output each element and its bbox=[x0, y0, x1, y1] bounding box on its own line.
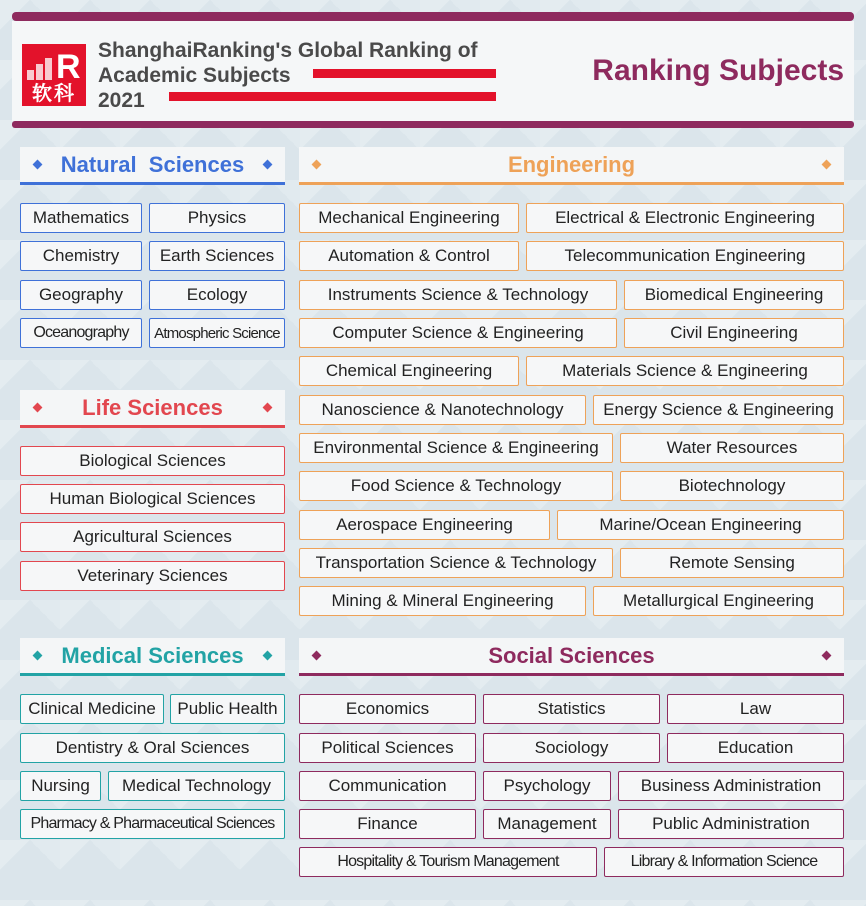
subject-biotechnology[interactable]: Biotechnology bbox=[620, 471, 844, 501]
subject-medical-technology[interactable]: Medical Technology bbox=[108, 771, 285, 801]
subject-remote-sensing[interactable]: Remote Sensing bbox=[620, 548, 844, 578]
subject-food-science-technology[interactable]: Food Science & Technology bbox=[299, 471, 613, 501]
social-sciences-title: Social Sciences bbox=[488, 642, 655, 668]
diamond-icon bbox=[33, 160, 43, 170]
subject-civil-engineering[interactable]: Civil Engineering bbox=[624, 318, 844, 348]
subject-public-administration[interactable]: Public Administration bbox=[618, 809, 844, 839]
shanghairanking-logo bbox=[22, 44, 86, 106]
subject-public-health[interactable]: Public Health bbox=[170, 694, 285, 724]
subject-dentistry-oral-sciences[interactable]: Dentistry & Oral Sciences bbox=[20, 733, 285, 763]
subject-management[interactable]: Management bbox=[483, 809, 611, 839]
subject-psychology[interactable]: Psychology bbox=[483, 771, 611, 801]
subject-ecology[interactable]: Ecology bbox=[149, 280, 285, 310]
subject-earth-sciences[interactable]: Earth Sciences bbox=[149, 241, 285, 271]
ranking-subjects-heading: Ranking Subjects bbox=[592, 54, 844, 87]
natural-sciences-header bbox=[20, 147, 285, 185]
subject-instruments-science-technology[interactable]: Instruments Science & Technology bbox=[299, 280, 617, 310]
subject-electrical-electronic-engineering[interactable]: Electrical & Electronic Engineering bbox=[526, 203, 844, 233]
subject-biomedical-engineering[interactable]: Biomedical Engineering bbox=[624, 280, 844, 310]
subject-communication[interactable]: Communication bbox=[299, 771, 476, 801]
subject-economics[interactable]: Economics bbox=[299, 694, 476, 724]
subject-library-information-science[interactable]: Library & Information Science bbox=[604, 847, 844, 877]
title-red-line-1 bbox=[313, 69, 496, 78]
title-line-2: Academic Subjects bbox=[98, 64, 291, 87]
subject-metallurgical-engineering[interactable]: Metallurgical Engineering bbox=[593, 586, 844, 616]
subject-human-biological-sciences[interactable]: Human Biological Sciences bbox=[20, 484, 285, 514]
subject-physics[interactable]: Physics bbox=[149, 203, 285, 233]
diamond-icon bbox=[263, 651, 273, 661]
subject-mining-mineral-engineering[interactable]: Mining & Mineral Engineering bbox=[299, 586, 586, 616]
logo-chinese-text: 软科 bbox=[32, 81, 76, 105]
diamond-icon bbox=[263, 403, 273, 413]
life-sciences-header bbox=[20, 390, 285, 428]
subject-materials-science-engineering[interactable]: Materials Science & Engineering bbox=[526, 356, 844, 386]
diamond-icon bbox=[263, 160, 273, 170]
subject-law[interactable]: Law bbox=[667, 694, 844, 724]
subject-oceanography[interactable]: Oceanography bbox=[20, 318, 142, 348]
title-line-1: ShanghaiRanking's Global Ranking of bbox=[98, 39, 478, 62]
natural-sciences-title: Natural Sciences bbox=[60, 151, 245, 177]
subject-finance[interactable]: Finance bbox=[299, 809, 476, 839]
subject-energy-science-engineering[interactable]: Energy Science & Engineering bbox=[593, 395, 844, 425]
subject-atmospheric-science[interactable]: Atmospheric Science bbox=[149, 318, 285, 348]
subject-chemical-engineering[interactable]: Chemical Engineering bbox=[299, 356, 519, 386]
medical-sciences-title: Medical Sciences bbox=[61, 642, 244, 668]
diamond-icon bbox=[33, 651, 43, 661]
medical-sciences-header bbox=[20, 638, 285, 676]
subject-pharmacy-pharmaceutical-sciences[interactable]: Pharmacy & Pharmaceutical Sciences bbox=[20, 809, 285, 839]
subject-nanoscience-nanotechnology[interactable]: Nanoscience & Nanotechnology bbox=[299, 395, 586, 425]
subject-statistics[interactable]: Statistics bbox=[483, 694, 660, 724]
title-red-line-2 bbox=[169, 92, 496, 101]
subject-marine-ocean-engineering[interactable]: Marine/Ocean Engineering bbox=[557, 510, 844, 540]
engineering-title: Engineering bbox=[507, 151, 636, 177]
subject-geography[interactable]: Geography bbox=[20, 280, 142, 310]
subject-business-administration[interactable]: Business Administration bbox=[618, 771, 844, 801]
header-top-bar bbox=[12, 12, 854, 21]
title-year: 2021 bbox=[98, 89, 145, 112]
diamond-icon bbox=[33, 403, 43, 413]
life-sciences-title: Life Sciences bbox=[82, 394, 223, 420]
diamond-icon bbox=[822, 160, 832, 170]
subject-mathematics[interactable]: Mathematics bbox=[20, 203, 142, 233]
subject-chemistry[interactable]: Chemistry bbox=[20, 241, 142, 271]
subject-political-sciences[interactable]: Political Sciences bbox=[299, 733, 476, 763]
subject-biological-sciences[interactable]: Biological Sciences bbox=[20, 446, 285, 476]
subject-clinical-medicine[interactable]: Clinical Medicine bbox=[20, 694, 164, 724]
subject-environmental-science-engineering[interactable]: Environmental Science & Engineering bbox=[299, 433, 613, 463]
subject-automation-control[interactable]: Automation & Control bbox=[299, 241, 519, 271]
subject-telecommunication-engineering[interactable]: Telecommunication Engineering bbox=[526, 241, 844, 271]
subject-water-resources[interactable]: Water Resources bbox=[620, 433, 844, 463]
subject-education[interactable]: Education bbox=[667, 733, 844, 763]
logo-letter: R bbox=[56, 48, 81, 86]
subject-nursing[interactable]: Nursing bbox=[20, 771, 101, 801]
diamond-icon bbox=[822, 651, 832, 661]
subject-mechanical-engineering[interactable]: Mechanical Engineering bbox=[299, 203, 519, 233]
subject-transportation-science-technology[interactable]: Transportation Science & Technology bbox=[299, 548, 613, 578]
subject-computer-science-engineering[interactable]: Computer Science & Engineering bbox=[299, 318, 617, 348]
subject-agricultural-sciences[interactable]: Agricultural Sciences bbox=[20, 522, 285, 552]
subject-veterinary-sciences[interactable]: Veterinary Sciences bbox=[20, 561, 285, 591]
subject-sociology[interactable]: Sociology bbox=[483, 733, 660, 763]
social-sciences-header bbox=[299, 638, 844, 676]
subject-hospitality-tourism-management[interactable]: Hospitality & Tourism Management bbox=[299, 847, 597, 877]
header-bottom-bar bbox=[12, 121, 854, 128]
engineering-header bbox=[299, 147, 844, 185]
subject-aerospace-engineering[interactable]: Aerospace Engineering bbox=[299, 510, 550, 540]
diamond-icon bbox=[312, 160, 322, 170]
diamond-icon bbox=[312, 651, 322, 661]
